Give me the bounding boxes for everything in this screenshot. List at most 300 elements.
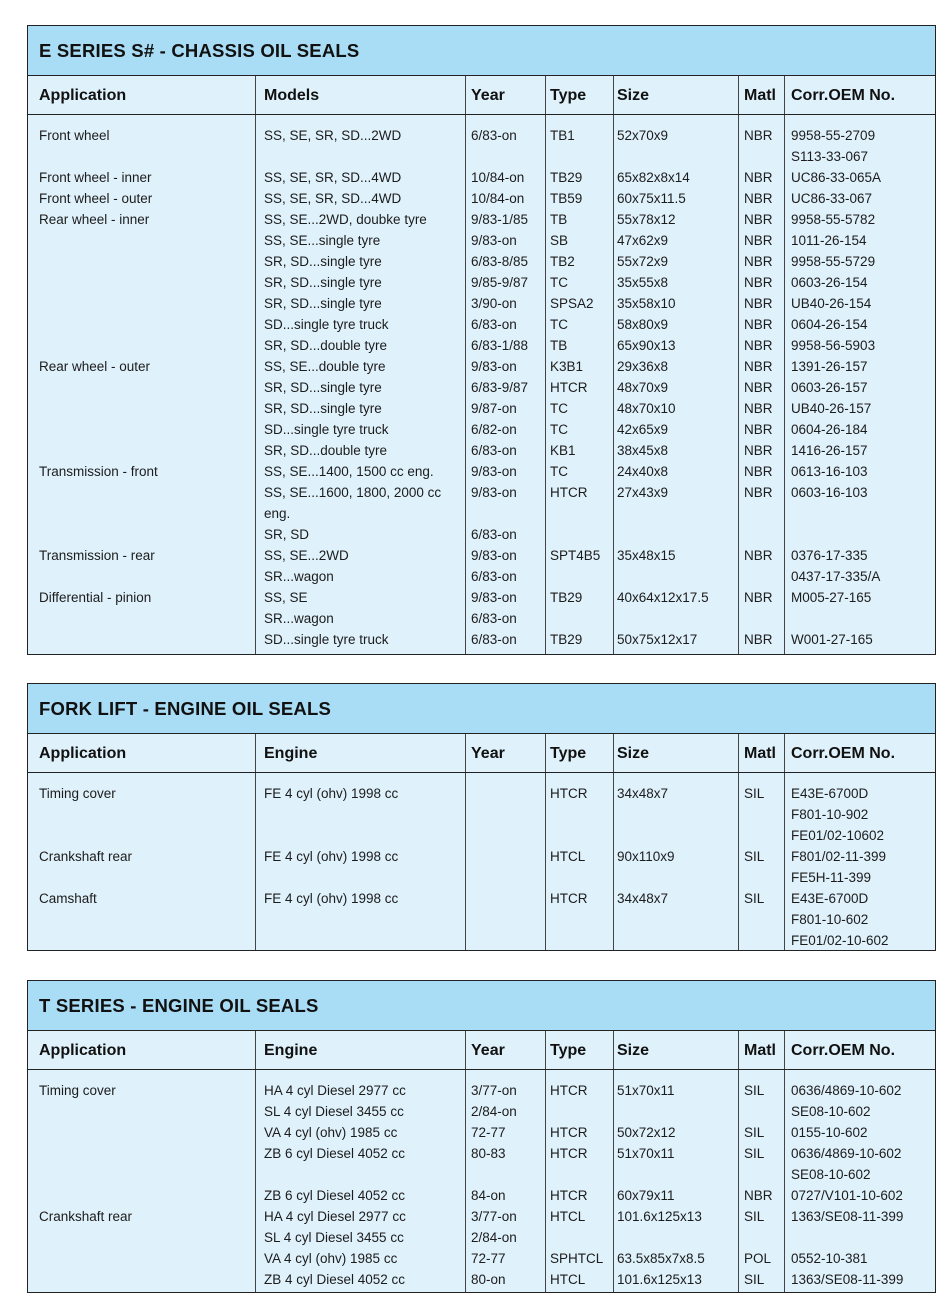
table-row bbox=[28, 377, 935, 398]
cell-application: Front wheel - outer bbox=[39, 191, 153, 206]
cell-year: 6/83-on bbox=[471, 443, 517, 458]
cell-model-engine: SR...wagon bbox=[264, 569, 334, 584]
cell-oem-number: 1416-26-157 bbox=[791, 443, 868, 458]
header-model-engine: Engine bbox=[264, 745, 318, 762]
cell-type: HTCR bbox=[550, 891, 588, 906]
cell-material: NBR bbox=[744, 296, 773, 311]
cell-oem-number: FE5H-11-399 bbox=[791, 870, 872, 885]
cell-oem-number: UB40-26-157 bbox=[791, 401, 872, 416]
cell-year: 9/83-on bbox=[471, 359, 517, 374]
cell-material: SIL bbox=[744, 786, 765, 801]
cell-type: TC bbox=[550, 401, 568, 416]
table-row bbox=[28, 1122, 935, 1143]
column-divider bbox=[613, 76, 614, 114]
cell-oem-number: SE08-10-602 bbox=[791, 1104, 871, 1119]
cell-model-engine: SS, SE...double tyre bbox=[264, 359, 386, 374]
table-header bbox=[28, 734, 935, 773]
cell-size: 90x110x9 bbox=[617, 849, 675, 864]
cell-model-engine: VA 4 cyl (ohv) 1985 cc bbox=[264, 1251, 398, 1266]
cell-type: SPSA2 bbox=[550, 296, 594, 311]
cell-model-engine: VA 4 cyl (ohv) 1985 cc bbox=[264, 1125, 398, 1140]
table-header bbox=[28, 1031, 935, 1070]
cell-oem-number: 0727/V101-10-602 bbox=[791, 1188, 903, 1203]
table-row bbox=[28, 440, 935, 461]
cell-year: 3/77-on bbox=[471, 1209, 517, 1224]
cell-year: 3/77-on bbox=[471, 1083, 517, 1098]
cell-oem-number: SE08-10-602 bbox=[791, 1167, 871, 1182]
column-divider bbox=[255, 734, 256, 772]
cell-oem-number: UC86-33-067 bbox=[791, 191, 873, 206]
cell-model-engine: SR, SD...single tyre bbox=[264, 254, 382, 269]
cell-size: 65x82x8x14 bbox=[617, 170, 690, 185]
t-series-engine-oil-seals-table bbox=[27, 980, 936, 1293]
cell-type: HTCR bbox=[550, 380, 588, 395]
cell-material: NBR bbox=[744, 548, 773, 563]
cell-type: HTCL bbox=[550, 1209, 586, 1224]
header-material: Matl bbox=[744, 1042, 776, 1059]
cell-model-engine: SR, SD...single tyre bbox=[264, 275, 382, 290]
cell-type: TB29 bbox=[550, 590, 583, 605]
cell-type: HTCR bbox=[550, 1146, 588, 1161]
cell-oem-number: 0604-26-184 bbox=[791, 422, 868, 437]
cell-material: NBR bbox=[744, 380, 773, 395]
cell-oem-number: 9958-55-5729 bbox=[791, 254, 876, 269]
cell-material: NBR bbox=[744, 233, 773, 248]
cell-model-engine: ZB 4 cyl Diesel 4052 cc bbox=[264, 1272, 406, 1287]
cell-oem-number: S113-33-067 bbox=[791, 149, 869, 164]
cell-oem-number: F801-10-902 bbox=[791, 807, 869, 822]
cell-size: 40x64x12x17.5 bbox=[617, 590, 709, 605]
cell-year: 6/83-on bbox=[471, 128, 517, 143]
cell-size: 55x72x9 bbox=[617, 254, 669, 269]
cell-model-engine: SL 4 cyl Diesel 3455 cc bbox=[264, 1230, 404, 1245]
column-divider bbox=[465, 734, 466, 772]
cell-model-engine: FE 4 cyl (ohv) 1998 cc bbox=[264, 891, 399, 906]
cell-oem-number: UB40-26-154 bbox=[791, 296, 872, 311]
table-row bbox=[28, 398, 935, 419]
header-material: Matl bbox=[744, 745, 776, 762]
table-row bbox=[28, 335, 935, 356]
cell-size: 51x70x11 bbox=[617, 1146, 675, 1161]
table-row bbox=[28, 930, 935, 951]
cell-application: Camshaft bbox=[39, 891, 97, 906]
cell-size: 24x40x8 bbox=[617, 464, 669, 479]
cell-year: 10/84-on bbox=[471, 191, 525, 206]
cell-oem-number: 0603-26-157 bbox=[791, 380, 868, 395]
table-row bbox=[28, 1101, 935, 1122]
table-row bbox=[28, 1269, 935, 1290]
cell-size: 35x48x15 bbox=[617, 548, 676, 563]
cell-oem-number: 1363/SE08-11-399 bbox=[791, 1209, 904, 1224]
cell-material: SIL bbox=[744, 1209, 765, 1224]
cell-model-engine: SR, SD...double tyre bbox=[264, 338, 388, 353]
cell-model-engine: FE 4 cyl (ohv) 1998 cc bbox=[264, 849, 399, 864]
cell-type: HTCR bbox=[550, 1188, 588, 1203]
table-row bbox=[28, 230, 935, 251]
column-divider bbox=[784, 1031, 785, 1069]
table-row bbox=[28, 867, 935, 888]
cell-year: 9/83-on bbox=[471, 548, 517, 563]
table-body bbox=[28, 773, 935, 950]
cell-year: 3/90-on bbox=[471, 296, 517, 311]
cell-oem-number: FE01/02-10602 bbox=[791, 828, 885, 843]
cell-type: HTCR bbox=[550, 1125, 588, 1140]
table-row bbox=[28, 272, 935, 293]
table-row bbox=[28, 146, 935, 167]
cell-year: 6/83-on bbox=[471, 569, 517, 584]
cell-oem-number: F801/02-11-399 bbox=[791, 849, 887, 864]
cell-type: TC bbox=[550, 422, 568, 437]
cell-type: KB1 bbox=[550, 443, 576, 458]
table-row bbox=[28, 293, 935, 314]
column-divider bbox=[613, 734, 614, 772]
table-row bbox=[28, 825, 935, 846]
cell-size: 51x70x11 bbox=[617, 1083, 675, 1098]
cell-model-engine: SS, SE...1600, 1800, 2000 cc bbox=[264, 485, 442, 500]
cell-type: SPHTCL bbox=[550, 1251, 604, 1266]
table-body bbox=[28, 1070, 935, 1292]
cell-type: HTCR bbox=[550, 485, 588, 500]
cell-model-engine: SR, SD...single tyre bbox=[264, 296, 382, 311]
cell-year: 10/84-on bbox=[471, 170, 525, 185]
cell-oem-number: 1011-26-154 bbox=[791, 233, 867, 248]
cell-size: 58x80x9 bbox=[617, 317, 669, 332]
cell-oem-number: W001-27-165 bbox=[791, 632, 873, 647]
header-application: Application bbox=[39, 1042, 127, 1059]
cell-oem-number: 0613-16-103 bbox=[791, 464, 868, 479]
cell-oem-number: UC86-33-065A bbox=[791, 170, 882, 185]
column-divider bbox=[255, 76, 256, 114]
table-row bbox=[28, 629, 935, 650]
column-divider bbox=[784, 734, 785, 772]
cell-model-engine: SS, SE bbox=[264, 590, 308, 605]
cell-model-engine: ZB 6 cyl Diesel 4052 cc bbox=[264, 1146, 406, 1161]
cell-application: Timing cover bbox=[39, 1083, 116, 1098]
cell-size: 42x65x9 bbox=[617, 422, 669, 437]
cell-material: SIL bbox=[744, 1125, 765, 1140]
table-row bbox=[28, 167, 935, 188]
cell-size: 35x55x8 bbox=[617, 275, 669, 290]
cell-model-engine: SS, SE, SR, SD...4WD bbox=[264, 170, 402, 185]
cell-size: 50x72x12 bbox=[617, 1125, 676, 1140]
cell-size: 38x45x8 bbox=[617, 443, 669, 458]
cell-size: 60x75x11.5 bbox=[617, 191, 686, 206]
cell-oem-number: M005-27-165 bbox=[791, 590, 872, 605]
cell-model-engine: SL 4 cyl Diesel 3455 cc bbox=[264, 1104, 404, 1119]
cell-material: NBR bbox=[744, 1188, 773, 1203]
table-row bbox=[28, 587, 935, 608]
cell-material: SIL bbox=[744, 1146, 765, 1161]
cell-type: TB bbox=[550, 338, 568, 353]
cell-material: NBR bbox=[744, 485, 773, 500]
cell-oem-number: E43E-6700D bbox=[791, 786, 869, 801]
table-row bbox=[28, 524, 935, 545]
table-row bbox=[28, 209, 935, 230]
cell-material: NBR bbox=[744, 254, 773, 269]
cell-oem-number: 9958-56-5903 bbox=[791, 338, 876, 353]
cell-model-engine: SS, SE...2WD bbox=[264, 548, 349, 563]
cell-material: NBR bbox=[744, 464, 773, 479]
column-divider bbox=[613, 1031, 614, 1069]
cell-year: 6/82-on bbox=[471, 422, 517, 437]
table-header bbox=[28, 76, 935, 115]
cell-material: NBR bbox=[744, 128, 773, 143]
cell-model-engine: SR, SD...single tyre bbox=[264, 401, 382, 416]
cell-oem-number: 0603-16-103 bbox=[791, 485, 868, 500]
cell-material: NBR bbox=[744, 338, 773, 353]
column-divider bbox=[465, 76, 466, 114]
cell-oem-number: 0155-10-602 bbox=[791, 1125, 868, 1140]
cell-size: 29x36x8 bbox=[617, 359, 669, 374]
cell-size: 48x70x9 bbox=[617, 380, 669, 395]
cell-material: NBR bbox=[744, 422, 773, 437]
section-title: T SERIES - ENGINE OIL SEALS bbox=[28, 981, 935, 1031]
cell-model-engine: SR...wagon bbox=[264, 611, 334, 626]
cell-type: HTCR bbox=[550, 1083, 588, 1098]
cell-year: 6/83-on bbox=[471, 527, 517, 542]
cell-application: Crankshaft rear bbox=[39, 1209, 133, 1224]
cell-size: 27x43x9 bbox=[617, 485, 669, 500]
cell-year: 72-77 bbox=[471, 1251, 506, 1266]
cell-year: 6/83-on bbox=[471, 632, 517, 647]
table-body bbox=[28, 115, 935, 654]
cell-size: 60x79x11 bbox=[617, 1188, 675, 1203]
cell-size: 34x48x7 bbox=[617, 786, 669, 801]
table-row bbox=[28, 888, 935, 909]
section-title: E SERIES S# - CHASSIS OIL SEALS bbox=[28, 26, 935, 76]
column-divider bbox=[784, 76, 785, 114]
cell-type: HTCL bbox=[550, 1272, 586, 1287]
cell-model-engine: ZB 6 cyl Diesel 4052 cc bbox=[264, 1188, 406, 1203]
cell-application: Transmission - rear bbox=[39, 548, 155, 563]
cell-oem-number: 0376-17-335 bbox=[791, 548, 868, 563]
header-oem-number: Corr.OEM No. bbox=[791, 1042, 896, 1059]
cell-year: 9/83-on bbox=[471, 233, 517, 248]
column-divider bbox=[738, 76, 739, 114]
header-model-engine: Engine bbox=[264, 1042, 318, 1059]
cell-model-engine: SS, SE, SR, SD...4WD bbox=[264, 191, 402, 206]
cell-year: 9/87-on bbox=[471, 401, 517, 416]
column-divider bbox=[545, 734, 546, 772]
table-row bbox=[28, 1185, 935, 1206]
cell-application: Crankshaft rear bbox=[39, 849, 133, 864]
table-row bbox=[28, 251, 935, 272]
table-row bbox=[28, 608, 935, 629]
fork-lift-engine-oil-seals-table bbox=[27, 683, 936, 951]
cell-type: TB2 bbox=[550, 254, 575, 269]
cell-model-engine: HA 4 cyl Diesel 2977 cc bbox=[264, 1209, 406, 1224]
header-year: Year bbox=[471, 745, 505, 762]
header-type: Type bbox=[550, 745, 587, 762]
cell-material: NBR bbox=[744, 317, 773, 332]
cell-application: Rear wheel - inner bbox=[39, 212, 150, 227]
column-divider bbox=[738, 734, 739, 772]
cell-size: 65x90x13 bbox=[617, 338, 676, 353]
header-size: Size bbox=[617, 87, 650, 104]
cell-type: TC bbox=[550, 275, 568, 290]
header-size: Size bbox=[617, 1042, 650, 1059]
cell-type: SB bbox=[550, 233, 569, 248]
cell-model-engine: SS, SE, SR, SD...2WD bbox=[264, 128, 402, 143]
cell-year: 6/83-1/88 bbox=[471, 338, 529, 353]
cell-application: Transmission - front bbox=[39, 464, 158, 479]
table-row bbox=[28, 356, 935, 377]
cell-size: 34x48x7 bbox=[617, 891, 669, 906]
cell-material: NBR bbox=[744, 443, 773, 458]
cell-model-engine: eng. bbox=[264, 506, 291, 521]
table-row bbox=[28, 1080, 935, 1101]
table-row bbox=[28, 1227, 935, 1248]
cell-material: NBR bbox=[744, 401, 773, 416]
cell-size: 101.6x125x13 bbox=[617, 1209, 702, 1224]
cell-oem-number: 0636/4869-10-602 bbox=[791, 1146, 902, 1161]
cell-size: 50x75x12x17 bbox=[617, 632, 698, 647]
table-row bbox=[28, 1206, 935, 1227]
cell-application: Timing cover bbox=[39, 786, 116, 801]
table-row bbox=[28, 783, 935, 804]
cell-model-engine: SD...single tyre truck bbox=[264, 422, 389, 437]
cell-model-engine: SS, SE...single tyre bbox=[264, 233, 381, 248]
header-model-engine: Models bbox=[264, 87, 320, 104]
column-divider bbox=[465, 1031, 466, 1069]
column-divider bbox=[738, 1031, 739, 1069]
cell-material: SIL bbox=[744, 1272, 765, 1287]
table-row bbox=[28, 125, 935, 146]
cell-type: TB1 bbox=[550, 128, 575, 143]
cell-year: 9/85-9/87 bbox=[471, 275, 529, 290]
cell-year: 6/83-on bbox=[471, 317, 517, 332]
cell-oem-number: F801-10-602 bbox=[791, 912, 869, 927]
header-year: Year bbox=[471, 1042, 505, 1059]
cell-application: Front wheel - inner bbox=[39, 170, 152, 185]
cell-type: K3B1 bbox=[550, 359, 584, 374]
cell-oem-number: 1363/SE08-11-399 bbox=[791, 1272, 904, 1287]
cell-material: NBR bbox=[744, 170, 773, 185]
cell-type: SPT4B5 bbox=[550, 548, 601, 563]
section-title: FORK LIFT - ENGINE OIL SEALS bbox=[28, 684, 935, 734]
header-oem-number: Corr.OEM No. bbox=[791, 745, 896, 762]
header-oem-number: Corr.OEM No. bbox=[791, 87, 896, 104]
cell-model-engine: HA 4 cyl Diesel 2977 cc bbox=[264, 1083, 406, 1098]
table-row bbox=[28, 1143, 935, 1164]
table-row bbox=[28, 419, 935, 440]
cell-year: 9/83-on bbox=[471, 485, 517, 500]
cell-type: TB29 bbox=[550, 632, 583, 647]
cell-size: 47x62x9 bbox=[617, 233, 669, 248]
cell-oem-number: 0604-26-154 bbox=[791, 317, 868, 332]
cell-model-engine: SD...single tyre truck bbox=[264, 317, 389, 332]
cell-type: TB bbox=[550, 212, 568, 227]
cell-oem-number: 0552-10-381 bbox=[791, 1251, 868, 1266]
header-type: Type bbox=[550, 1042, 587, 1059]
cell-material: NBR bbox=[744, 191, 773, 206]
cell-material: NBR bbox=[744, 212, 773, 227]
cell-size: 48x70x10 bbox=[617, 401, 676, 416]
cell-model-engine: SR, SD bbox=[264, 527, 310, 542]
cell-oem-number: 0636/4869-10-602 bbox=[791, 1083, 902, 1098]
table-row bbox=[28, 1248, 935, 1269]
table-row bbox=[28, 482, 935, 503]
cell-year: 9/83-on bbox=[471, 464, 517, 479]
cell-model-engine: SR, SD...double tyre bbox=[264, 443, 388, 458]
header-application: Application bbox=[39, 87, 127, 104]
header-material: Matl bbox=[744, 87, 776, 104]
cell-model-engine: SS, SE...2WD, doubke tyre bbox=[264, 212, 427, 227]
table-row bbox=[28, 804, 935, 825]
cell-type: TC bbox=[550, 317, 568, 332]
table-row bbox=[28, 461, 935, 482]
cell-material: NBR bbox=[744, 359, 773, 374]
cell-year: 84-on bbox=[471, 1188, 506, 1203]
cell-year: 9/83-1/85 bbox=[471, 212, 529, 227]
cell-size: 35x58x10 bbox=[617, 296, 676, 311]
cell-model-engine: SS, SE...1400, 1500 cc eng. bbox=[264, 464, 434, 479]
cell-material: SIL bbox=[744, 891, 765, 906]
cell-year: 6/83-on bbox=[471, 611, 517, 626]
table-row bbox=[28, 909, 935, 930]
cell-material: NBR bbox=[744, 275, 773, 290]
cell-application: Differential - pinion bbox=[39, 590, 152, 605]
cell-oem-number: 1391-26-157 bbox=[791, 359, 868, 374]
table-row bbox=[28, 566, 935, 587]
cell-application: Front wheel bbox=[39, 128, 110, 143]
table-row bbox=[28, 846, 935, 867]
cell-oem-number: 0603-26-154 bbox=[791, 275, 868, 290]
cell-year: 6/83-9/87 bbox=[471, 380, 529, 395]
cell-material: NBR bbox=[744, 632, 773, 647]
cell-size: 101.6x125x13 bbox=[617, 1272, 702, 1287]
table-row bbox=[28, 314, 935, 335]
cell-size: 55x78x12 bbox=[617, 212, 676, 227]
cell-application: Rear wheel - outer bbox=[39, 359, 151, 374]
header-type: Type bbox=[550, 87, 587, 104]
cell-year: 72-77 bbox=[471, 1125, 506, 1140]
cell-model-engine: FE 4 cyl (ohv) 1998 cc bbox=[264, 786, 399, 801]
cell-year: 80-on bbox=[471, 1272, 506, 1287]
e-series-chassis-oil-seals-table bbox=[27, 25, 936, 655]
cell-size: 52x70x9 bbox=[617, 128, 669, 143]
cell-oem-number: E43E-6700D bbox=[791, 891, 869, 906]
cell-material: SIL bbox=[744, 849, 765, 864]
cell-year: 2/84-on bbox=[471, 1230, 517, 1245]
cell-material: POL bbox=[744, 1251, 772, 1266]
column-divider bbox=[545, 1031, 546, 1069]
table-row bbox=[28, 503, 935, 524]
table-row bbox=[28, 545, 935, 566]
table-row bbox=[28, 188, 935, 209]
cell-type: TC bbox=[550, 464, 568, 479]
header-size: Size bbox=[617, 745, 650, 762]
column-divider bbox=[545, 76, 546, 114]
cell-type: HTCR bbox=[550, 786, 588, 801]
cell-year: 9/83-on bbox=[471, 590, 517, 605]
cell-model-engine: SR, SD...single tyre bbox=[264, 380, 382, 395]
cell-size: 63.5x85x7x8.5 bbox=[617, 1251, 705, 1266]
header-application: Application bbox=[39, 745, 127, 762]
cell-material: SIL bbox=[744, 1083, 765, 1098]
cell-oem-number: 9958-55-5782 bbox=[791, 212, 876, 227]
cell-year: 80-83 bbox=[471, 1146, 506, 1161]
cell-type: TB29 bbox=[550, 170, 583, 185]
column-divider bbox=[255, 1031, 256, 1069]
cell-model-engine: SD...single tyre truck bbox=[264, 632, 389, 647]
cell-year: 6/83-8/85 bbox=[471, 254, 529, 269]
cell-oem-number: 9958-55-2709 bbox=[791, 128, 876, 143]
cell-type: HTCL bbox=[550, 849, 586, 864]
table-row bbox=[28, 1164, 935, 1185]
cell-oem-number: FE01/02-10-602 bbox=[791, 933, 889, 948]
cell-material: NBR bbox=[744, 590, 773, 605]
